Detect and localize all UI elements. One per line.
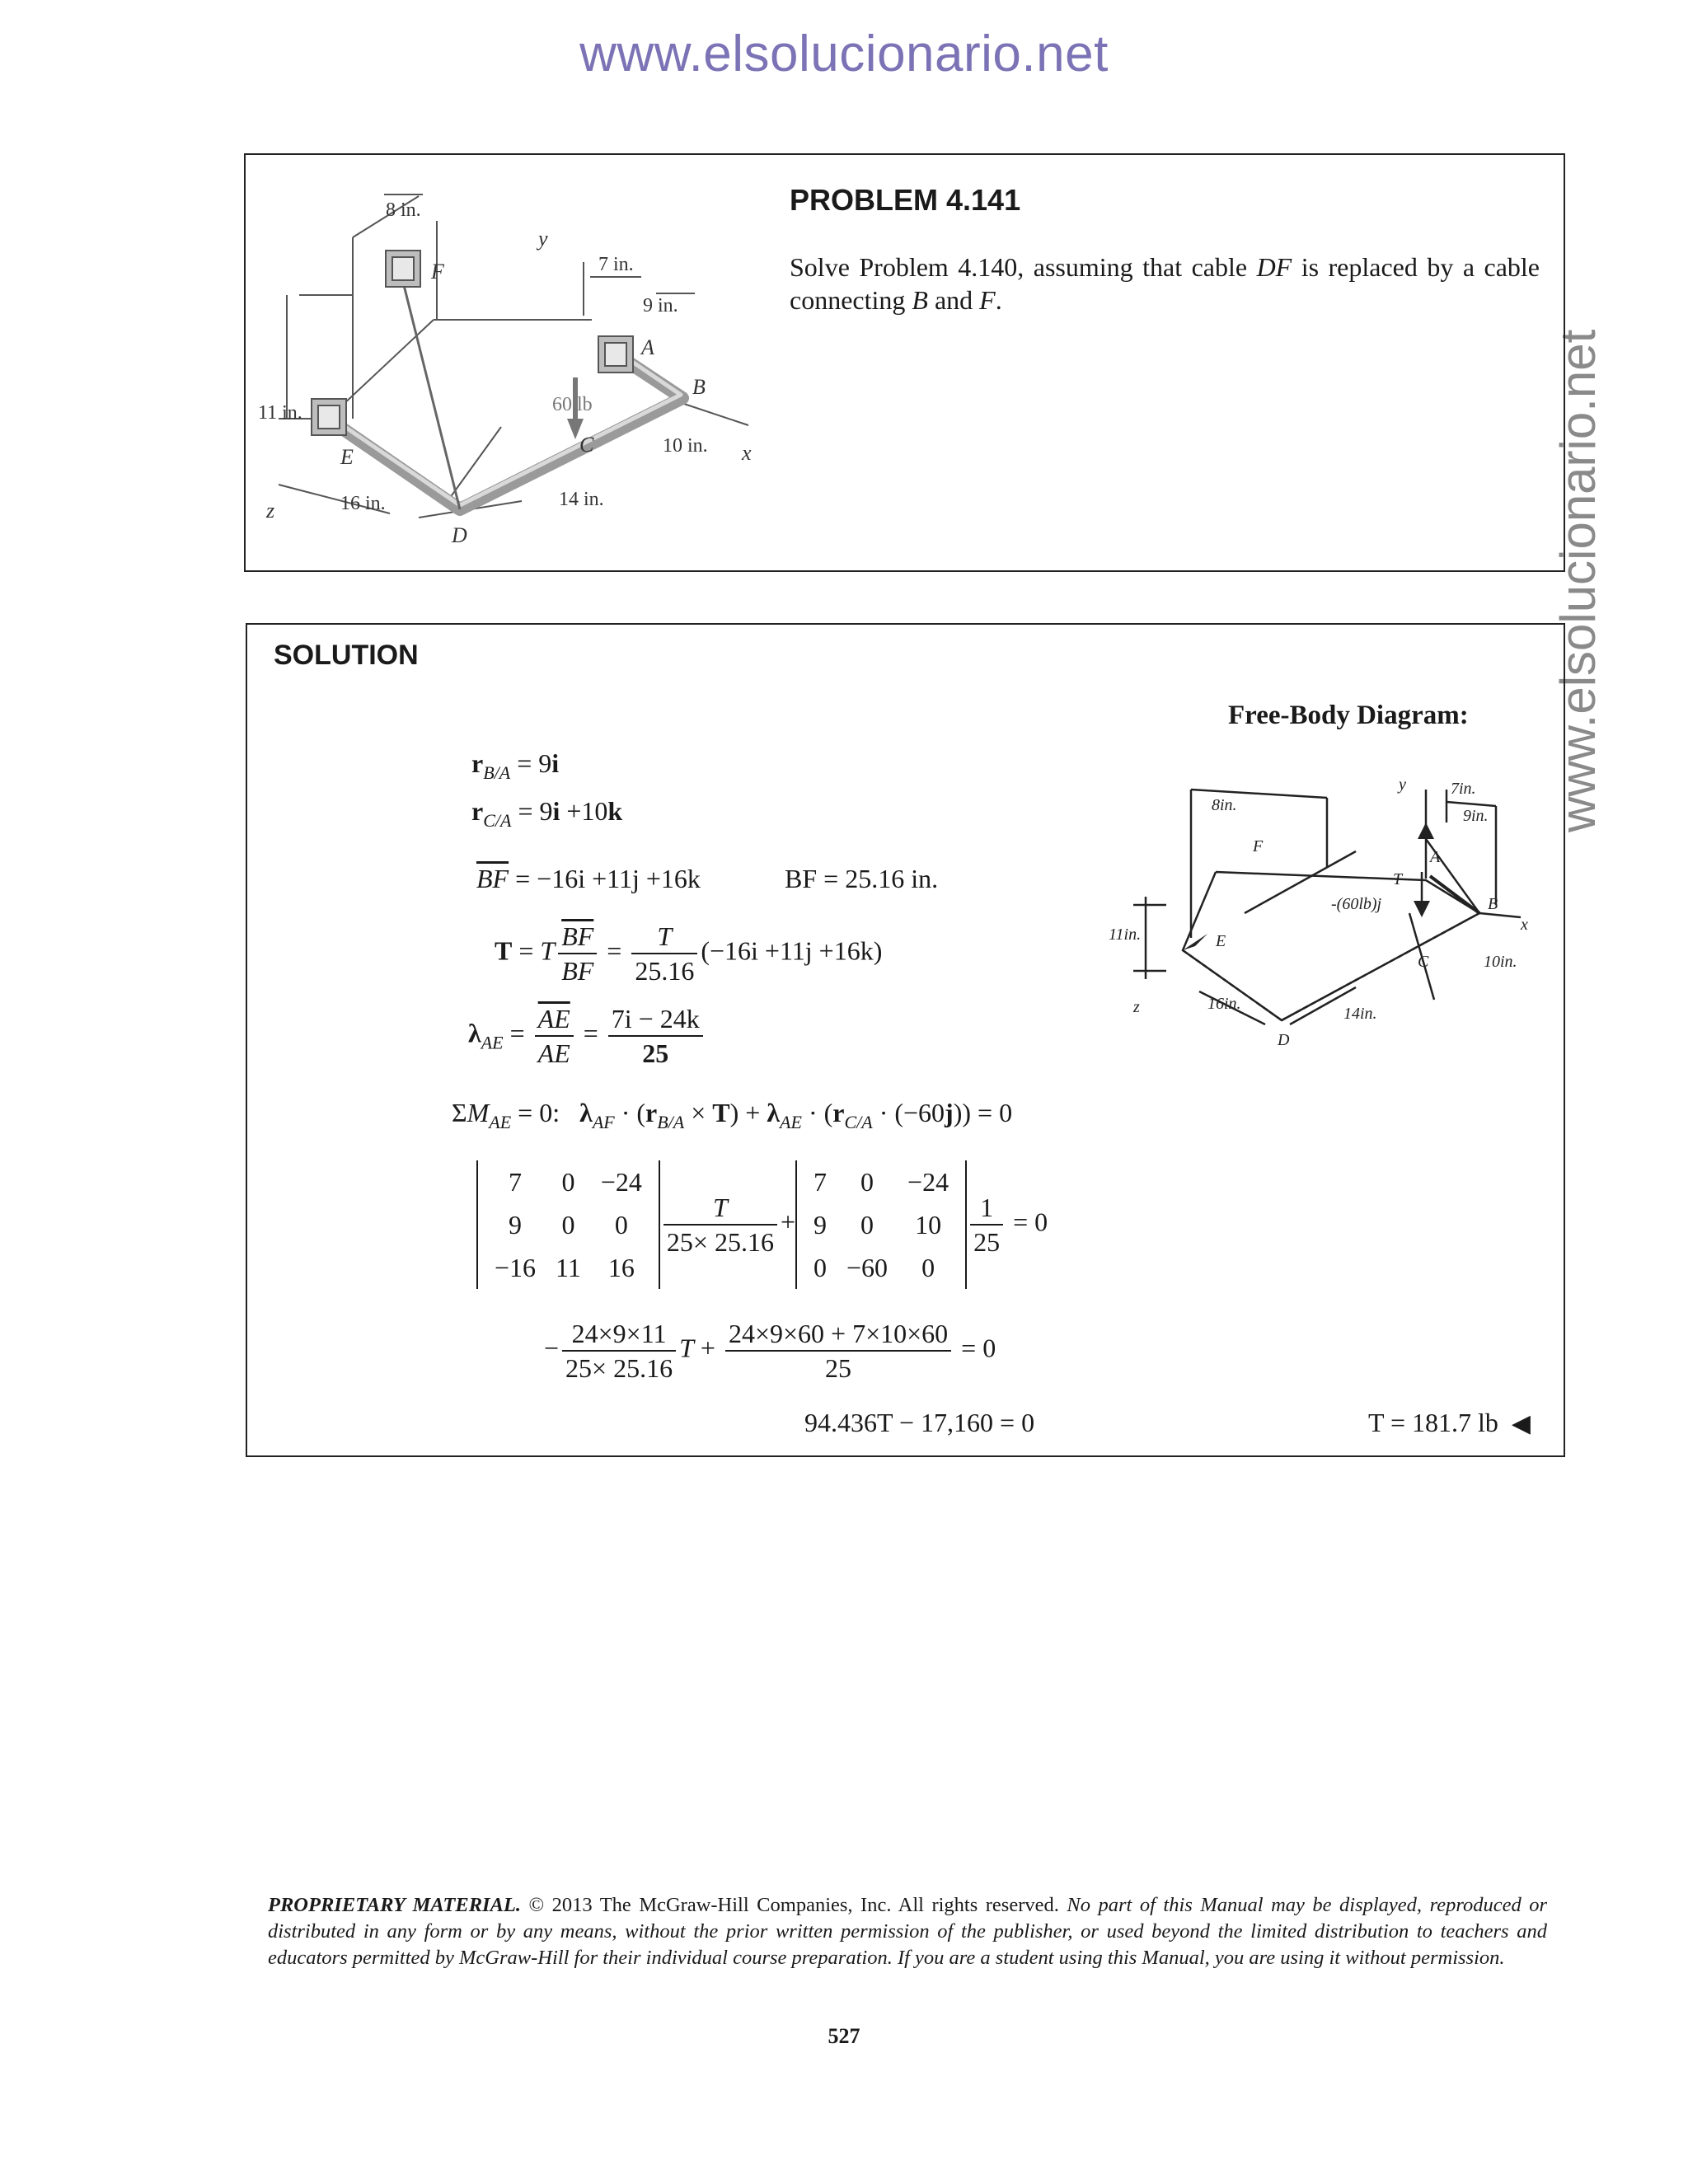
solution-box [246, 623, 1565, 1457]
eq-final: 94.436T − 17,160 = 0 [804, 1408, 1035, 1437]
eq-determinants: 7 0 −24 9 0 0 −16 11 16 $\frac{T}{25\times 25.16}$ + 7 0 −24 9 0 10 0 −60 0 $\frac{1}{25}$ = 0 [476, 1160, 1048, 1289]
fbd-x: x [1521, 916, 1528, 934]
free-body-diagram [1109, 773, 1528, 1053]
eq-T: T = T $\frac{\overline{BF}}{BF}$ = $\frac{T}{25.16}$ (−16i +11j +16k) [495, 921, 883, 986]
eq-moment: $\Sigma M_{AE} = 0$: $\lambda_{AF} \cdot (r_{B/A} \times T) + \lambda_{AE} \cdot (r_{C/A} \cdot (-60j)) = 0$ [452, 1098, 1013, 1132]
eq-rBA: $r_{B/A} = 9i$ [471, 748, 560, 783]
fbd-14in: 14in. [1343, 1005, 1377, 1023]
point-F: F [431, 260, 444, 284]
watermark-top[interactable]: www.elsolucionario.net [579, 26, 1109, 82]
page-number: 527 [828, 2024, 860, 2048]
problem-figure [258, 171, 790, 559]
fbd-title: Free-Body Diagram: [1228, 701, 1469, 730]
answer: T = 181.7 lb ◀ [1368, 1408, 1531, 1437]
fbd-T: T [1393, 870, 1403, 888]
dim-14in: 14 in. [559, 489, 604, 510]
axis-y: y [538, 227, 548, 251]
fbd-y: y [1399, 776, 1406, 794]
point-A: A [641, 335, 654, 359]
fbd-16in: 16in. [1207, 995, 1241, 1013]
fbd-B: B [1488, 895, 1498, 913]
fbd-9in: 9in. [1463, 807, 1489, 825]
point-E: E [340, 445, 354, 469]
dim-8in: 8 in. [386, 199, 421, 221]
axis-z: z [266, 499, 275, 523]
fbd-D: D [1278, 1031, 1290, 1049]
answer-marker-icon: ◀ [1511, 1410, 1531, 1437]
fbd-load: -(60lb)j [1331, 895, 1382, 913]
fbd-z: z [1133, 998, 1140, 1016]
fbd-11in: 11in. [1109, 926, 1142, 944]
axis-x: x [742, 441, 752, 465]
dim-10in: 10 in. [663, 435, 708, 457]
fbd-7in: 7in. [1451, 780, 1476, 798]
problem-statement: Solve Problem 4.140, assuming that cable DF is replaced by a cable connecting B and F. [790, 252, 1540, 315]
determinant-2: 7 0 −24 9 0 10 0 −60 0 [795, 1160, 967, 1289]
eq-BF-mag: BF = 25.16 in. [785, 864, 939, 893]
determinant-1: 7 0 −24 9 0 0 −16 11 16 [476, 1160, 660, 1289]
problem-box [244, 153, 1565, 572]
fbd-E: E [1216, 932, 1226, 950]
fbd-A: A [1430, 848, 1441, 866]
fbd-F: F [1253, 837, 1264, 855]
eq-BF: $\overline{BF} = -16i +11j +16k$ [476, 864, 701, 893]
dim-11in: 11 in. [258, 402, 302, 424]
eq-expanded: − $\frac{24\times 9\times 11}{25\times 25.16}$ T + $\frac{24\times 9\times 60 + 7\times 10\times 60}{25}$ = 0 [544, 1319, 996, 1383]
eq-lambda-AE: $\lambda_{AE}$ = $\frac{\overline{AE}}{AE}$ = $\frac{7i - 24k}{25}$ [468, 1002, 706, 1070]
eq-rCA: $r_{C/A} = 9i +10k$ [471, 796, 623, 831]
watermark-side: www.elsolucionario.net [1550, 329, 1606, 832]
dim-16in: 16 in. [340, 493, 386, 514]
dim-9in: 9 in. [643, 295, 678, 316]
fbd-10in: 10in. [1484, 953, 1517, 971]
point-D: D [452, 523, 467, 547]
point-C: C [579, 433, 594, 457]
fbd-8in: 8in. [1212, 796, 1237, 814]
solution-title: SOLUTION [274, 640, 419, 671]
copyright-footer: PROPRIETARY MATERIAL. © 2013 The McGraw-Hill Companies, Inc. All rights reserved. No part of this Manual may be displayed, reproduced or distributed in any form or by any means, without the prior written permission of the publisher, or used beyond the limited distribution to teachers and educators permitted by McGraw-Hill for their individual course preparation. If you are a student using this Manual, you are using it without permission. [268, 1894, 1547, 1969]
dim-7in: 7 in. [598, 254, 634, 275]
fbd-C: C [1418, 953, 1429, 971]
problem-title: PROBLEM 4.141 [790, 183, 1021, 217]
load-label: 60 lb [552, 394, 593, 415]
point-B: B [692, 375, 706, 399]
